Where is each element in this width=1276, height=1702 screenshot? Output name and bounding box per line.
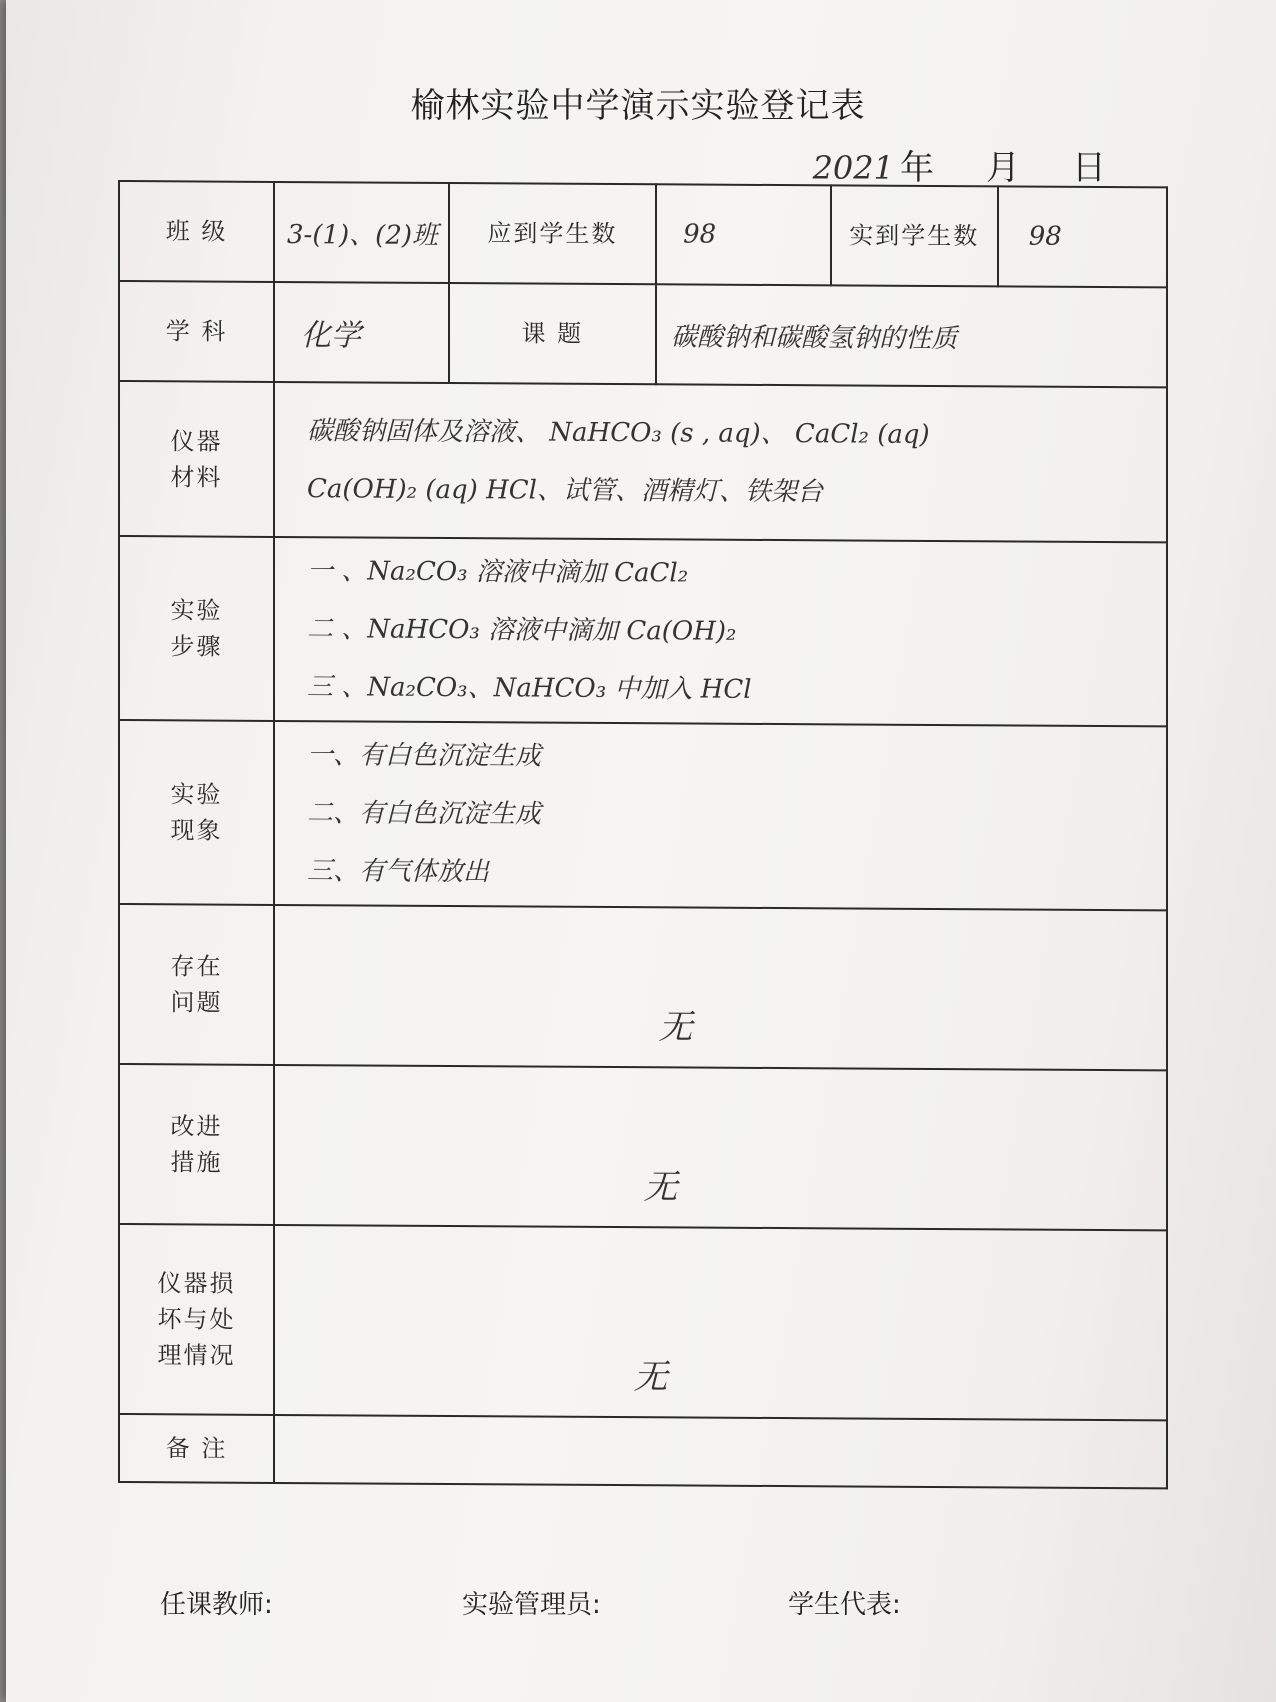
row-subject [119,281,1167,387]
damage-value-cell[interactable] [274,1225,1167,1420]
remarks-label-cell [119,1414,274,1483]
remarks-value-cell[interactable] [274,1415,1167,1488]
date-line [813,140,1106,189]
step-line: 二 、NaHCO₃ 溶液中滴加 Ca(OH)₂ [307,614,737,647]
step-line: 一 、Na₂CO₃ 溶液中滴加 CaCl₂ [307,556,689,589]
improvements-label-line2: 措施 [170,1148,223,1177]
steps-label-line2: 步骤 [170,632,223,661]
date-day-label: 日 [1072,148,1106,188]
class-value-cell[interactable] [274,182,449,283]
phenomena-label-line1: 实验 [170,780,223,809]
step-line: 三 、Na₂CO₃、NaHCO₃ 中加入 HCl [307,672,752,705]
damage-label-line1: 仪器损 [157,1269,236,1298]
equipment-line: 碳酸钠固体及溶液、 NaHCO₃ (s , aq)、 CaCl₂ (aq) [307,415,930,450]
subject-value-cell[interactable] [274,282,449,383]
problems-label-line2: 问题 [170,988,223,1017]
phenomena-label-line2: 现象 [170,816,223,845]
equipment-label-line1: 仪器 [170,426,223,456]
expected-students-label: 应到学生数 [487,219,618,249]
topic-label: 课 题 [521,319,584,348]
topic-value-cell[interactable] [656,284,1167,387]
topic-label-cell [449,283,656,384]
damage-label-line2: 坏与处 [157,1305,236,1334]
class-label: 班 级 [165,217,228,246]
topic-value: 碳酸钠和碳酸氢钠的性质 [671,321,958,354]
expected-value-cell[interactable] [656,184,831,285]
registration-table [118,180,1168,1489]
row-remarks [119,1414,1167,1488]
subject-label: 学 科 [165,317,228,346]
student-rep-signature-label: 学生代表: [788,1590,901,1620]
subject-value: 化学 [301,318,362,354]
phenomenon-line: 三、有气体放出 [307,856,490,888]
form-title: 榆林实验中学演示实验登记表 [410,86,866,126]
improvements-value: 无 [643,1167,678,1208]
actual-students-value: 98 [1028,221,1062,252]
problems-label-line1: 存在 [170,952,223,981]
problems-value: 无 [658,1007,693,1048]
actual-students-label: 实到学生数 [849,221,980,251]
equipment-label-cell [119,381,274,537]
improvements-value-cell[interactable] [274,1065,1167,1230]
phenomena-label-cell [119,720,274,905]
damage-label-line3: 理情况 [157,1341,236,1370]
row-phenomena [119,720,1167,910]
phenomenon-line: 一、有白色沉淀生成 [307,740,542,772]
admin-signature-label: 实验管理员: [462,1590,601,1620]
row-problems [119,904,1167,1070]
phenomenon-line: 二、有白色沉淀生成 [307,798,542,830]
equipment-line: Ca(OH)₂ (aq) HCl、试管、酒精灯、铁架台 [307,473,823,507]
date-year-label: 年 [900,148,934,188]
class-label-cell [119,181,274,282]
row-equipment [119,381,1167,542]
subject-label-cell [119,281,274,382]
actual-value-cell[interactable] [998,186,1167,287]
row-steps [119,536,1167,726]
phenomena-value-cell[interactable] [274,721,1167,910]
equipment-label-line2: 材料 [170,462,223,492]
class-value: 3-(1)、(2)班 [287,219,439,251]
row-damage [119,1224,1167,1420]
teacher-signature-label: 任课教师: [160,1590,273,1620]
actual-label-cell [831,185,998,286]
date-year-value: 2021 [812,149,894,187]
remarks-label: 备 注 [165,1434,228,1463]
date-month-label: 月 [986,148,1020,188]
steps-label-cell [119,536,274,721]
row-improvements [119,1064,1167,1230]
improvements-label-line1: 改进 [170,1112,223,1141]
steps-label-line1: 实验 [170,596,223,625]
steps-value-cell[interactable] [274,537,1167,726]
equipment-value-cell[interactable] [274,382,1167,542]
damage-value: 无 [633,1357,668,1398]
expected-label-cell [449,183,656,284]
row-class [119,181,1167,287]
problems-value-cell[interactable] [274,905,1167,1070]
expected-students-value: 98 [683,219,717,250]
